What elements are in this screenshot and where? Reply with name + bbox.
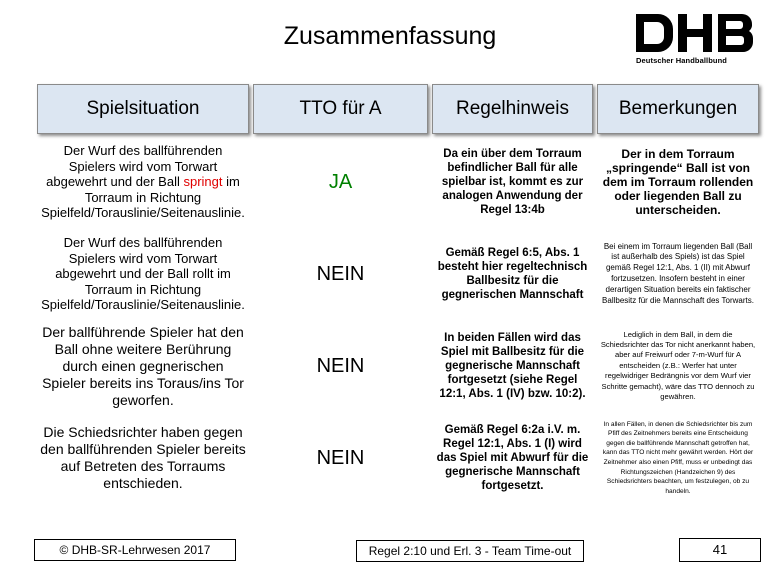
cell-regel: In beiden Fällen wird das Spiel mit Ballbesitz für die gegnerische Mannschaft fortgesetzt (siehe Regel 12:1, Abs. 1 (IV) bzw. 10:2).: [439, 332, 586, 400]
cell-bemerkung: Bei einem im Torraum liegenden Ball (Ball ist außerhalb des Spiels) ist das Spiel gemäß Regel 12:1, Abs. 1 (II) mit Abwurf fortzusetzen. Insofern besteht in einer derartigen Situation bereits ein faktischer Ballbesitz für die Mannschaft des Torwarts.: [602, 241, 754, 305]
footer-copyright: © DHB-SR-Lehrwesen 2017: [34, 539, 236, 561]
cell-regel: Gemäß Regel 6:2a i.V. m. Regel 12:1, Abs. 1 (I) wird das Spiel mit Abwurf für die gegnerische Mannschaft fortgesetzt.: [436, 424, 589, 492]
page-number: 41: [679, 538, 761, 562]
logo-subtitle: Deutscher Handballbund: [636, 56, 727, 65]
cell-tto: JA: [328, 170, 353, 193]
header-spielsituation: Spielsituation: [37, 84, 249, 134]
header-bemerkungen: Bemerkungen: [597, 84, 759, 134]
table-row: [37, 138, 759, 226]
table-row: [37, 322, 759, 410]
cell-situation: Der ballführende Spieler hat den Ball ohne weitere Berührung durch einen gegnerischen Spieler bereits ins Toraus/ins Tor geworfen.: [42, 323, 244, 408]
cell-situation: Der Wurf des ballführenden Spielers wird vom Torwart abgewehrt und der Ball springt im Torraum in Richtung Spielfeld/Torauslinie/Seitenauslinie.: [41, 143, 245, 221]
cell-regel: Gemäß Regel 6:5, Abs. 1 besteht hier regeltechnisch Ballbesitz für die gegnerischen Mannschaft: [437, 247, 588, 301]
table-row: [37, 230, 759, 318]
table-row: [37, 414, 759, 502]
header-regelhinweis: Regelhinweis: [432, 84, 593, 134]
cell-bemerkung: In allen Fällen, in denen die Schiedsrichter bis zum Pfiff des Zeitnehmers bereits eine Entscheidung gegen die ballführende Mannschaft getroffen hat, kann das TTO nicht mehr gewährt werden. Hört der Zeitnehmer also einen Pfiff, muss er unbedingt das Richtungszeichen (Handzeichen 9) des Schiedsrichters beachten, um festzulegen, ob zu handeln.: [602, 420, 754, 495]
cell-bemerkung: Der in dem Torraum „springende“ Ball ist von dem im Torraum rollenden oder liegenden Ball zu unterscheiden.: [602, 147, 754, 217]
cell-situation: Die Schiedsrichter haben gegen den ballführenden Spieler bereits auf Betreten des Torraums entschieden.: [40, 424, 246, 491]
cell-tto: NEIN: [316, 354, 365, 377]
cell-tto: NEIN: [316, 262, 365, 285]
footer-topic: Regel 2:10 und Erl. 3 - Team Time-out: [356, 540, 584, 562]
highlight-word: springt: [183, 174, 223, 190]
cell-situation: Der Wurf des ballführenden Spielers wird vom Torwart abgewehrt und der Ball rollt im Torraum in Richtung Spielfeld/Torauslinie/Seitenauslinie.: [41, 235, 245, 313]
page-title: Zusammenfassung: [283, 22, 497, 50]
header-tto: TTO für A: [253, 84, 428, 134]
cell-regel: Da ein über dem Torraum befindlicher Ball für alle spielbar ist, kommt es zur analogen Anwendung der Regel 13:4b: [441, 148, 584, 216]
summary-table: [33, 80, 763, 506]
cell-tto: NEIN: [316, 446, 365, 469]
cell-bemerkung: Lediglich in dem Ball, in dem die Schiedsrichter das Tor nicht anerkannt haben, aber auf Freiwurf oder 7-m-Wurf für A entscheiden (z.B.: Werfer hat unter regelwidriger Bedrängnis vor dem Wurf vier Schritte gemacht), wäre das TTO dennoch zu gewähren.: [600, 329, 756, 402]
